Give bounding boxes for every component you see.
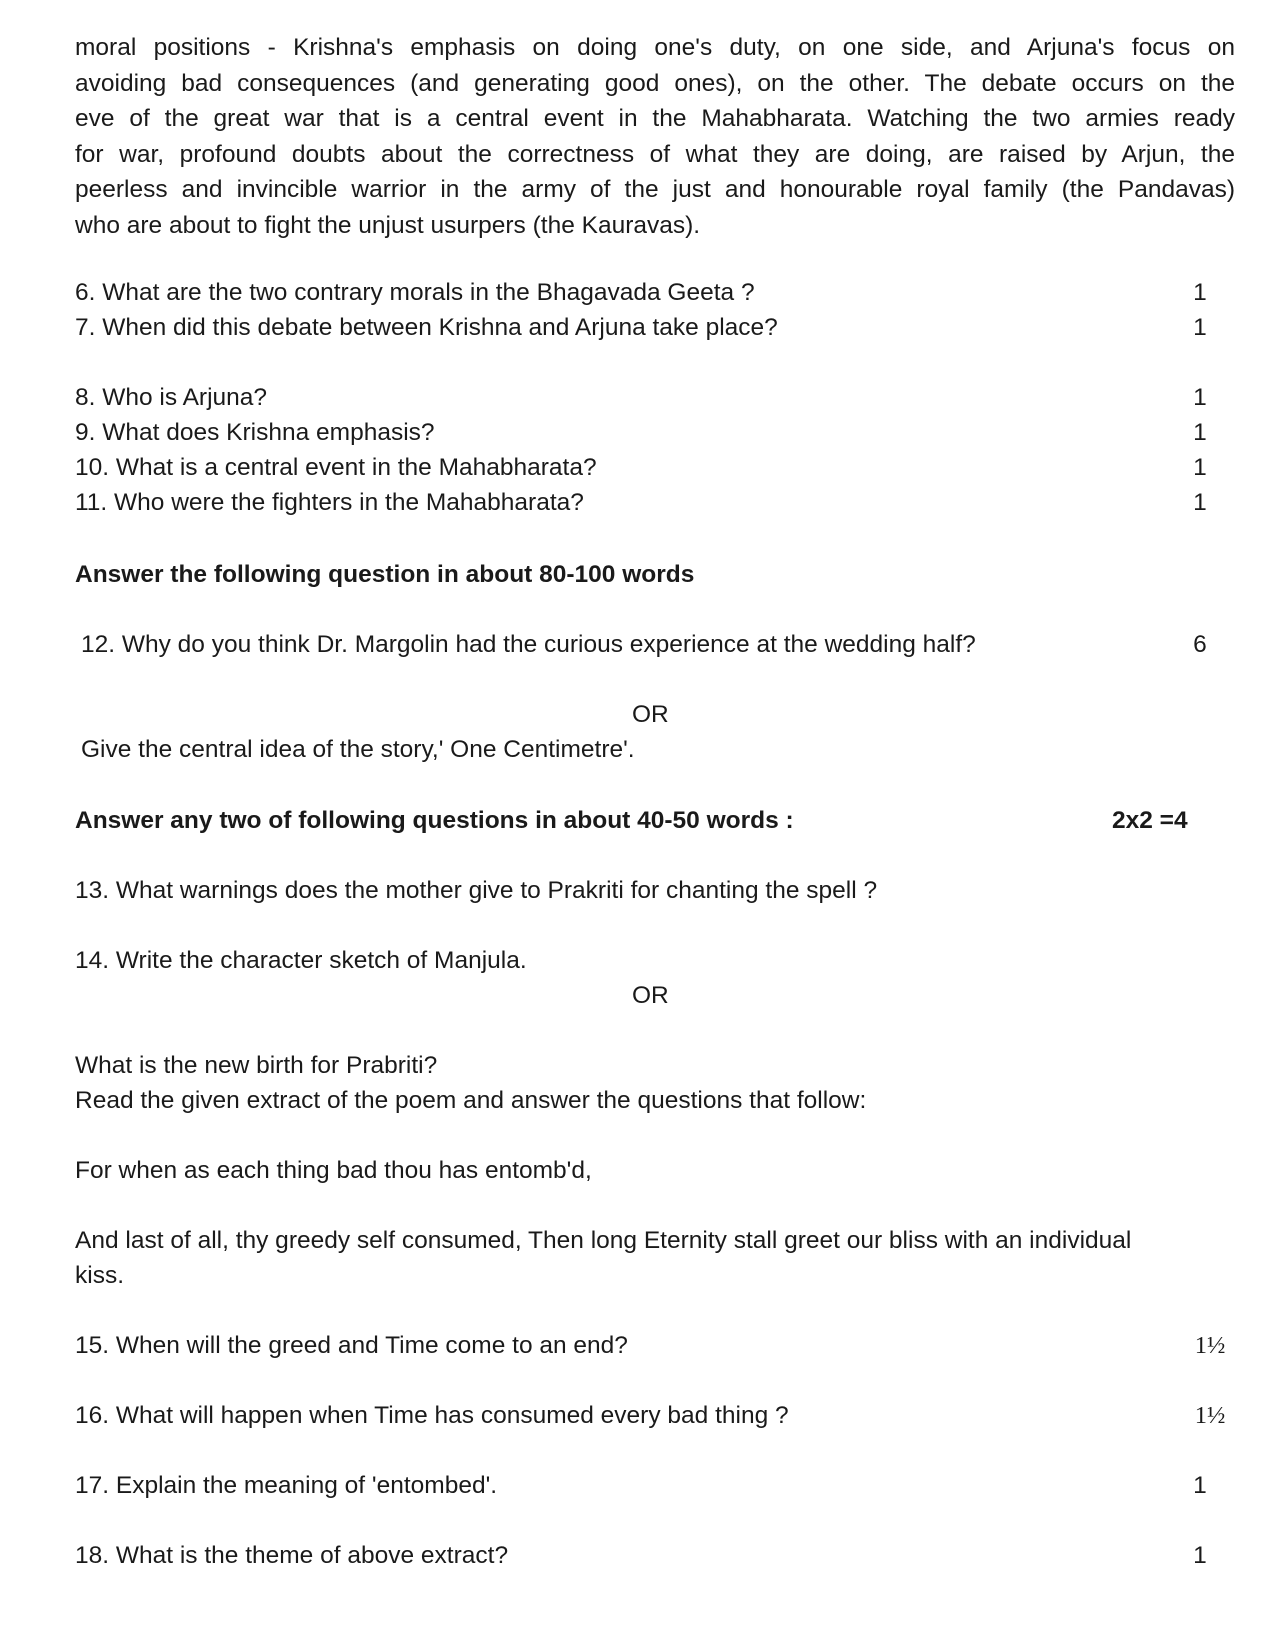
- question-8: 8. Who is Arjuna?: [75, 384, 268, 411]
- question-14-alternative: What is the new birth for Prabriti?: [75, 1052, 438, 1079]
- passage-line: for war, profound doubts about the correctness of what they are doing, are raised by Arjun, the: [75, 140, 1235, 168]
- question-10-marks: 1: [1193, 454, 1207, 481]
- passage-line: eve of the great war that is a central event in the Mahabharata. Watching the two armies ready: [75, 105, 1235, 132]
- question-17: 17. Explain the meaning of 'entombed'.: [75, 1472, 498, 1499]
- poem-line: And last of all, thy greedy self consumed, Then long Eternity stall greet our bliss with an individual: [75, 1227, 1132, 1254]
- question-17-marks: 1: [1193, 1472, 1207, 1499]
- question-11: 11. Who were the fighters in the Mahabharata?: [75, 489, 584, 516]
- passage: [75, 30, 1235, 243]
- question-18: 18. What is the theme of above extract?: [75, 1542, 509, 1569]
- question-9: 9. What does Krishna emphasis?: [75, 419, 435, 446]
- poem-line: kiss.: [75, 1262, 124, 1289]
- poem-instruction: Read the given extract of the poem and answer the questions that follow:: [75, 1087, 867, 1114]
- question-7-marks: 1: [1193, 314, 1207, 341]
- section-heading-short: Answer any two of following questions in about 40-50 words :: [75, 807, 794, 834]
- question-6-marks: 1: [1193, 279, 1207, 306]
- question-9-marks: 1: [1193, 419, 1207, 446]
- or-separator: OR: [632, 982, 669, 1009]
- question-14: 14. Write the character sketch of Manjula.: [75, 947, 527, 974]
- question-10: 10. What is a central event in the Mahabharata?: [75, 454, 597, 481]
- question-6: 6. What are the two contrary morals in the Bhagavada Geeta ?: [75, 279, 755, 306]
- question-15-marks: 1½: [1194, 1332, 1226, 1359]
- question-12: 12. Why do you think Dr. Margolin had the curious experience at the wedding half?: [81, 631, 976, 658]
- question-15: 15. When will the greed and Time come to an end?: [75, 1332, 628, 1359]
- poem-line: For when as each thing bad thou has entomb'd,: [75, 1157, 592, 1184]
- question-16: 16. What will happen when Time has consumed every bad thing ?: [75, 1402, 789, 1429]
- passage-line: who are about to fight the unjust usurpers (the Kauravas).: [75, 211, 701, 239]
- question-8-marks: 1: [1193, 384, 1207, 411]
- question-13: 13. What warnings does the mother give to Prakriti for chanting the spell ?: [75, 877, 878, 904]
- passage-line: moral positions - Krishna's emphasis on doing one's duty, on one side, and Arjuna's focus on: [75, 34, 1235, 61]
- section-short-marks: 2x2 =4: [1112, 807, 1188, 834]
- question-12-marks: 6: [1193, 631, 1207, 658]
- question-18-marks: 1: [1193, 1542, 1207, 1569]
- question-12-alternative: Give the central idea of the story,' One Centimetre'.: [81, 736, 635, 763]
- or-separator: OR: [632, 701, 669, 728]
- section-heading-long: Answer the following question in about 80-100 words: [75, 561, 695, 588]
- passage-line: peerless and invincible warrior in the army of the just and honourable royal family (the Pandavas): [75, 176, 1235, 203]
- question-11-marks: 1: [1193, 489, 1207, 516]
- question-16-marks: 1½: [1194, 1402, 1226, 1429]
- question-7: 7. When did this debate between Krishna and Arjuna take place?: [75, 314, 778, 341]
- passage-line: avoiding bad consequences (and generating good ones), on the other. The debate occurs on the: [75, 69, 1235, 97]
